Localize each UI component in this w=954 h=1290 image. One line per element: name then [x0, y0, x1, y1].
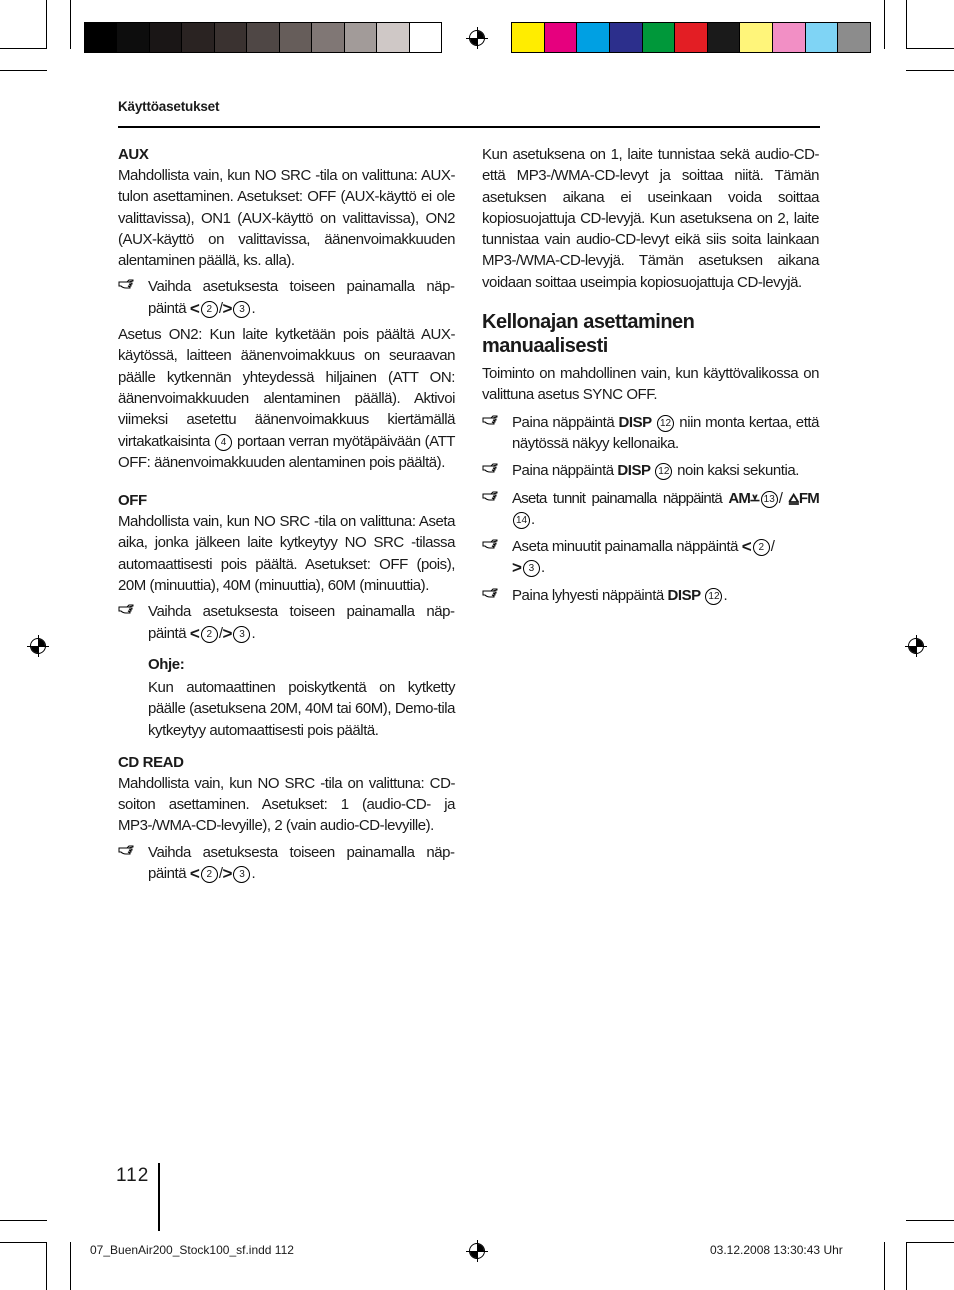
color-swatch [708, 23, 741, 52]
aux-intro: Mahdollista vain, kun NO SRC -tila on valittuna: AUX-tulon asettaminen. Asetukset: OFF (AUX-käyttö ei ole valittavissa), ON1 (AUX-käyttö on valittavissa), ON2 (AUX-käyttö on valittavissa, äänenvoimakkuuden alentaminen päällä, ks. alla). [118, 167, 455, 270]
registration-mark-icon [27, 635, 49, 657]
pointing-hand-icon [482, 489, 498, 505]
color-swatch [806, 23, 839, 52]
color-swatch [643, 23, 676, 52]
pointing-hand-icon [118, 843, 134, 859]
crop-mark [906, 70, 954, 71]
crop-mark [0, 1242, 47, 1243]
clock-step-4: Aseta minuutit painamalla näppäintä < 2 / > 3 . [482, 536, 819, 579]
note-text: Kun automaattinen poiskytkentä on kytketty päälle (asetuksena 20M, 40M tai 60M), Demo-tila kytkeytyy automaattisesti pois päältä. [148, 678, 455, 739]
key-number: 12 [657, 415, 674, 432]
crop-mark [906, 1242, 907, 1290]
crop-mark [906, 1220, 954, 1221]
disp-key-label: DISP [617, 462, 651, 480]
color-swatch [773, 23, 806, 52]
crop-mark [884, 0, 885, 49]
pointing-hand-icon [482, 537, 498, 553]
arrow-down-icon: ⩡ [750, 488, 760, 508]
footer-filename: 07_BuenAir200_Stock100_sf.indd 112 [90, 1243, 294, 1257]
crop-mark [0, 48, 47, 49]
disp-key-label: DISP [667, 586, 701, 604]
color-swatch [577, 23, 610, 52]
key-number: 2 [201, 866, 218, 883]
key-number: 12 [655, 463, 672, 480]
pointing-hand-icon [118, 277, 134, 293]
aux-on2-para: Asetus ON2: Kun laite kytketään pois päältä AUX-käytössä, laitteen äänenvoimakkuus on seuraavan päälle kytkennän yhteydessä hiljainen (ATT ON: äänenvoimakkuuden alentaminen päällä). Aktivoi viimeksi asetettu äänenvoimakkuus kiertämällä virtakatkaisinta 4 portaan verran myötäpäivään (ATT OFF: äänenvoimakkuuden alentaminen pois päältä). [118, 326, 456, 471]
step-text: Vaihda asetuksesta toiseen painamalla näppäintä [148, 278, 455, 317]
color-swatch [545, 23, 578, 52]
color-swatch [312, 23, 344, 52]
pointing-hand-icon [118, 602, 134, 618]
section-heading-cdread: CD READ [118, 753, 184, 771]
color-swatch [182, 23, 214, 52]
clock-step-1: Paina näppäintä DISP 12 niin monta kertaa, että näytössä näkyy kellonaika. [482, 412, 819, 455]
pointing-hand-icon [482, 586, 498, 602]
color-swatch [377, 23, 409, 52]
crop-mark [0, 70, 47, 71]
note-title: Ohje: [148, 655, 185, 673]
color-swatch [280, 23, 312, 52]
section-heading-off: OFF [118, 492, 147, 510]
crop-mark [906, 0, 907, 49]
note-box [118, 654, 455, 741]
pointing-hand-icon [482, 413, 498, 429]
header-rule [118, 126, 820, 128]
color-swatch [345, 23, 377, 52]
registration-mark-icon [466, 1240, 488, 1262]
crop-mark [0, 1220, 47, 1221]
pointing-hand-icon [482, 461, 498, 477]
color-swatch [410, 23, 441, 52]
key-number: 2 [753, 539, 770, 556]
color-swatch [838, 23, 870, 52]
key-number: 3 [233, 301, 250, 318]
crop-mark [70, 0, 71, 49]
am-key-label: AM [728, 489, 751, 507]
right-column [482, 144, 819, 606]
key-number: 3 [233, 866, 250, 883]
key-number: 3 [523, 560, 540, 577]
key-number: 3 [233, 626, 250, 643]
registration-mark-icon [905, 635, 927, 657]
color-swatch [740, 23, 773, 52]
cd-setting-para: Kun asetuksena on 1, laite tunnistaa sekä audio-CD- että MP3-/WMA-CD-levyt ja soittaa niitä. Tämän asetuksen aikana ei useinkaan voida soittaa kopiosuojattuja CD-levyjä. Kun asetuksena on 2, laite tunnistaa vain audio-CD-levyt eikä siis soita lainkaan MP3-/WMA-CD-levyjä. Tämän asetuksen aikana voidaan soittaa useimpia kopiosuojattuja CD-levyjä. [482, 146, 819, 291]
footer-timestamp: 03.12.2008 13:30:43 Uhr [710, 1243, 843, 1257]
color-swatch [215, 23, 247, 52]
off-step: Vaihda asetuksesta toiseen painamalla näppäintä < 2 /> 3 . [118, 601, 455, 644]
key-number: 2 [201, 626, 218, 643]
chevron-left-icon: < [189, 864, 200, 884]
chevron-right-icon: > [222, 864, 233, 884]
arrow-up-icon: ⩠ [788, 488, 799, 508]
key-number: 12 [705, 588, 722, 605]
key-number: 13 [761, 491, 778, 508]
color-swatch [512, 23, 545, 52]
clock-step-2: Paina näppäintä DISP 12 noin kaksi sekuntia. [482, 460, 819, 481]
key-number: 2 [201, 301, 218, 318]
chevron-right-icon: > [222, 623, 233, 643]
chevron-left-icon: < [741, 537, 752, 557]
crop-mark [46, 1242, 47, 1290]
color-swatch [150, 23, 182, 52]
aux-step: Vaihda asetuksesta toiseen painamalla näppäintä < 2 /> 3 . [118, 276, 455, 319]
crop-mark [906, 48, 954, 49]
chevron-left-icon: < [189, 623, 200, 643]
crop-mark [906, 1242, 954, 1243]
disp-key-label: DISP [618, 413, 652, 431]
page-number-rule [158, 1163, 160, 1231]
off-intro: Mahdollista vain, kun NO SRC -tila on valittuna: Aseta aika, jonka jälkeen laite kytkeytyy NO SRC -tilassa automaattisesti pois päältä. Asetukset: OFF (pois), 20M (minuuttia), 40M (minuuttia), 60M (minuuttia). [118, 513, 455, 595]
step-text: Vaihda asetuksesta toiseen painamalla näppäintä [148, 843, 455, 883]
crop-mark [70, 1242, 71, 1290]
cdread-intro: Mahdollista vain, kun NO SRC -tila on valittuna: CD-soiton asettaminen. Asetukset: 1 (audio-CD- ja MP3-/WMA-CD-levyille), 2 (vain audio-CD-levyille). [118, 774, 455, 835]
color-swatch [610, 23, 643, 52]
page-number: 112 [116, 1165, 150, 1186]
section-heading-aux: AUX [118, 146, 149, 163]
section-heading-clock: Kellonajan asettaminen manuaalisesti [482, 311, 695, 358]
crop-mark [46, 0, 47, 49]
grayscale-bar [84, 22, 442, 53]
key-number: 4 [215, 434, 232, 451]
color-swatch [675, 23, 708, 52]
left-column [118, 144, 455, 884]
cdread-step: Vaihda asetuksesta toiseen painamalla näppäintä < 2 /> 3 . [118, 842, 455, 885]
registration-mark-icon [466, 27, 488, 49]
chevron-right-icon: > [512, 558, 522, 578]
clock-intro: Toiminto on mahdollinen vain, kun käyttövalikossa on valittuna asetus SYNC OFF. [482, 365, 819, 404]
chevron-left-icon: < [189, 298, 200, 318]
running-header: Käyttöasetukset [118, 99, 220, 114]
chevron-right-icon: > [222, 298, 233, 318]
fm-key-label: FM [798, 489, 819, 507]
clock-step-3: Aseta tunnit painamalla näppäintä AM⩡ 13 / ⩠FM 14 . [482, 488, 819, 531]
color-swatch [247, 23, 279, 52]
color-swatch [85, 23, 117, 52]
clock-step-5: Paina lyhyesti näppäintä DISP 12 . [482, 585, 819, 606]
color-bar [511, 22, 871, 53]
color-swatch [117, 23, 149, 52]
key-number: 14 [513, 512, 530, 529]
crop-mark [884, 1242, 885, 1290]
step-text: Vaihda asetuksesta toiseen painamalla näppäintä [148, 603, 455, 642]
